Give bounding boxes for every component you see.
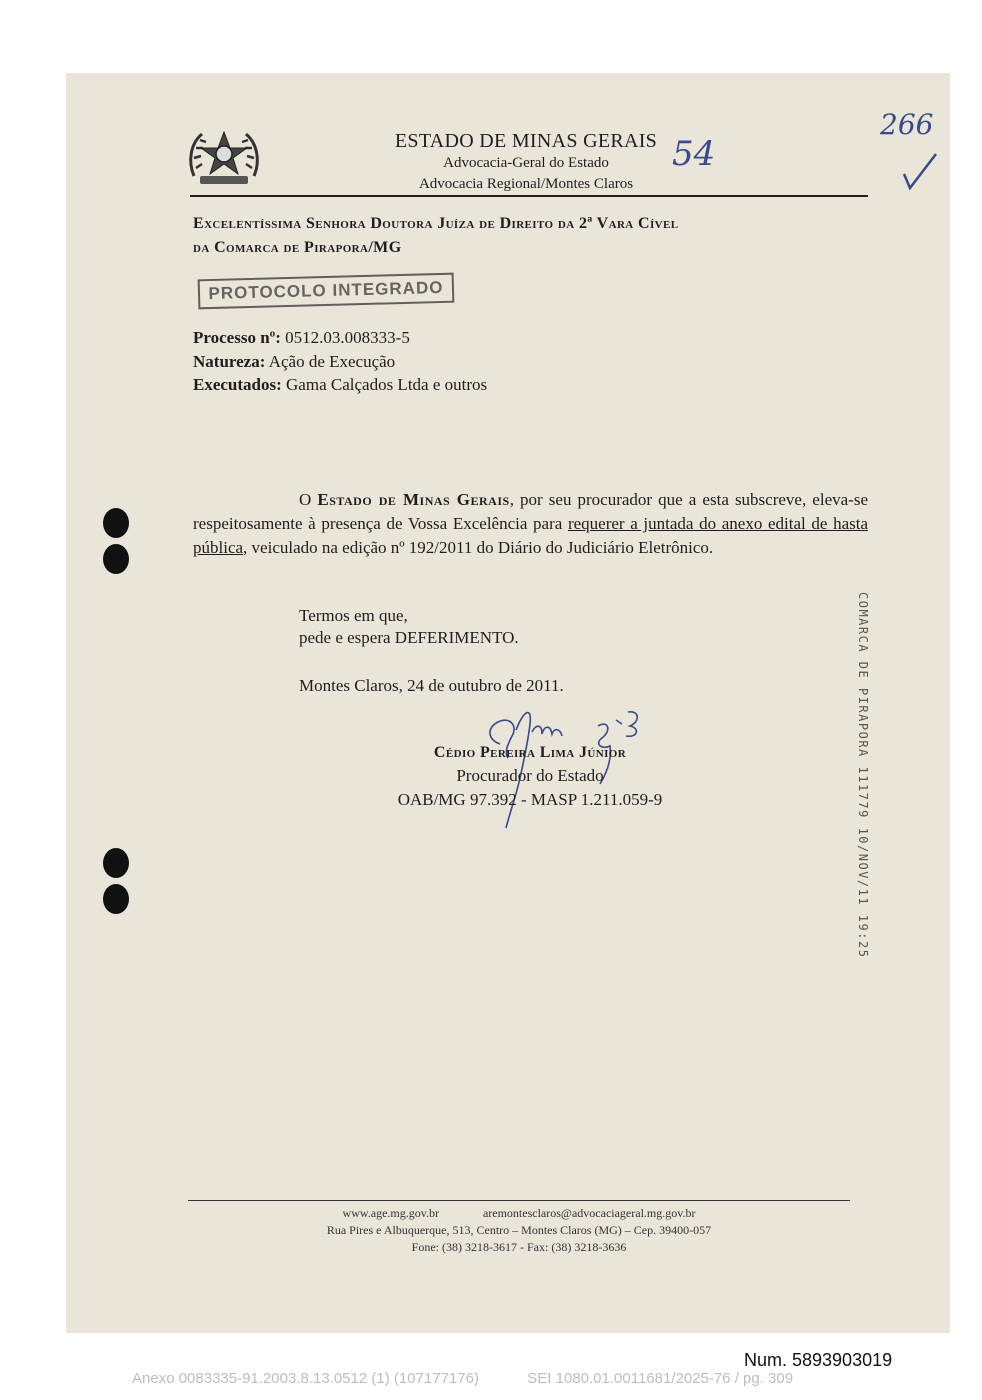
defendants — [193, 375, 487, 395]
check-mark-icon — [898, 150, 942, 192]
footer-contacts — [188, 1206, 850, 1221]
defendants-value: Gama Calçados Ltda e outros — [286, 375, 488, 394]
body-lead: O — [299, 490, 318, 509]
punch-hole — [103, 848, 129, 878]
footer-phones: Fone: (38) 3218-3617 - Fax: (38) 3218-3636 — [411, 1240, 627, 1254]
nature-label: Natureza: — [193, 352, 266, 371]
closing-line-1: Termos em que, — [299, 606, 408, 625]
body-part-1: , por seu procurador que a esta subscreve, eleva-se respeitosamente à presença de Vossa Excelência para — [193, 490, 868, 533]
footer-address: Rua Pires e Albuquerque, 513, Centro – Montes Claros (MG) – Cep. 39400-057 — [326, 1223, 712, 1237]
punch-hole — [103, 544, 129, 574]
attachment-reference: Anexo 0083335-91.2003.8.13.0512 (1) (107177176) — [132, 1370, 479, 1387]
sei-reference: SEI 1080.01.0011681/2025-76 / pg. 309 — [527, 1370, 794, 1387]
footer-website-link[interactable]: www.age.mg.gov.br — [342, 1206, 439, 1220]
body-entity: Estado de Minas Gerais — [317, 490, 510, 509]
nature-value: Ação de Execução — [268, 352, 396, 371]
coat-of-arms-icon — [186, 126, 262, 190]
process-number — [193, 328, 410, 348]
signer-role: Procurador do Estado — [456, 766, 604, 785]
header-subtitle-regional: Advocacia Regional/Montes Claros — [418, 176, 634, 192]
punch-hole — [103, 508, 129, 538]
page-footer-meta — [132, 1370, 852, 1387]
process-value: 0512.03.008333-5 — [285, 328, 410, 347]
petition-body — [193, 488, 868, 560]
body-underlined-request: requerer a juntada do anexo edital de hasta pública — [193, 514, 868, 557]
footer-divider — [188, 1200, 850, 1201]
nature — [193, 352, 395, 372]
body-part-2: , veiculado na edição nº 192/2011 do Diário do Judiciário Eletrônico. — [243, 538, 714, 557]
handwritten-page-number: 266 — [880, 108, 934, 141]
addressee-line-1: Excelentíssima Senhora Doutora Juíza de Direito da 2ª Vara Cível — [193, 215, 679, 232]
protocol-stamp: PROTOCOLO INTEGRADO — [198, 273, 455, 310]
signer-registration: OAB/MG 97.392 - MASP 1.211.059-9 — [397, 790, 663, 809]
signer-name: Cédio Pereira Lima Júnior — [433, 744, 627, 761]
addressee — [193, 212, 869, 260]
footer-email-link[interactable]: aremontesclaros@advocaciageral.mg.gov.br — [482, 1206, 696, 1220]
court-receipt-stamp: COMARCA DE PIRAPORA 111779 10/NOV/11 19:25 — [856, 592, 870, 959]
header-title: ESTADO DE MINAS GERAIS — [394, 130, 658, 152]
addressee-line-2: da Comarca de Pirapora/MG — [193, 239, 402, 256]
process-label: Processo nº: — [193, 328, 281, 347]
handwritten-page-mark: 54 — [672, 134, 716, 174]
punch-hole — [103, 884, 129, 914]
closing-line-2: pede e espera DEFERIMENTO. — [299, 628, 519, 647]
document-number: Num. 5893903019 — [744, 1350, 893, 1370]
defendants-label: Executados: — [193, 375, 282, 394]
header-divider — [190, 195, 868, 197]
place-date: Montes Claros, 24 de outubro de 2011. — [299, 676, 564, 695]
header-subtitle-agency: Advocacia-Geral do Estado — [443, 155, 609, 171]
